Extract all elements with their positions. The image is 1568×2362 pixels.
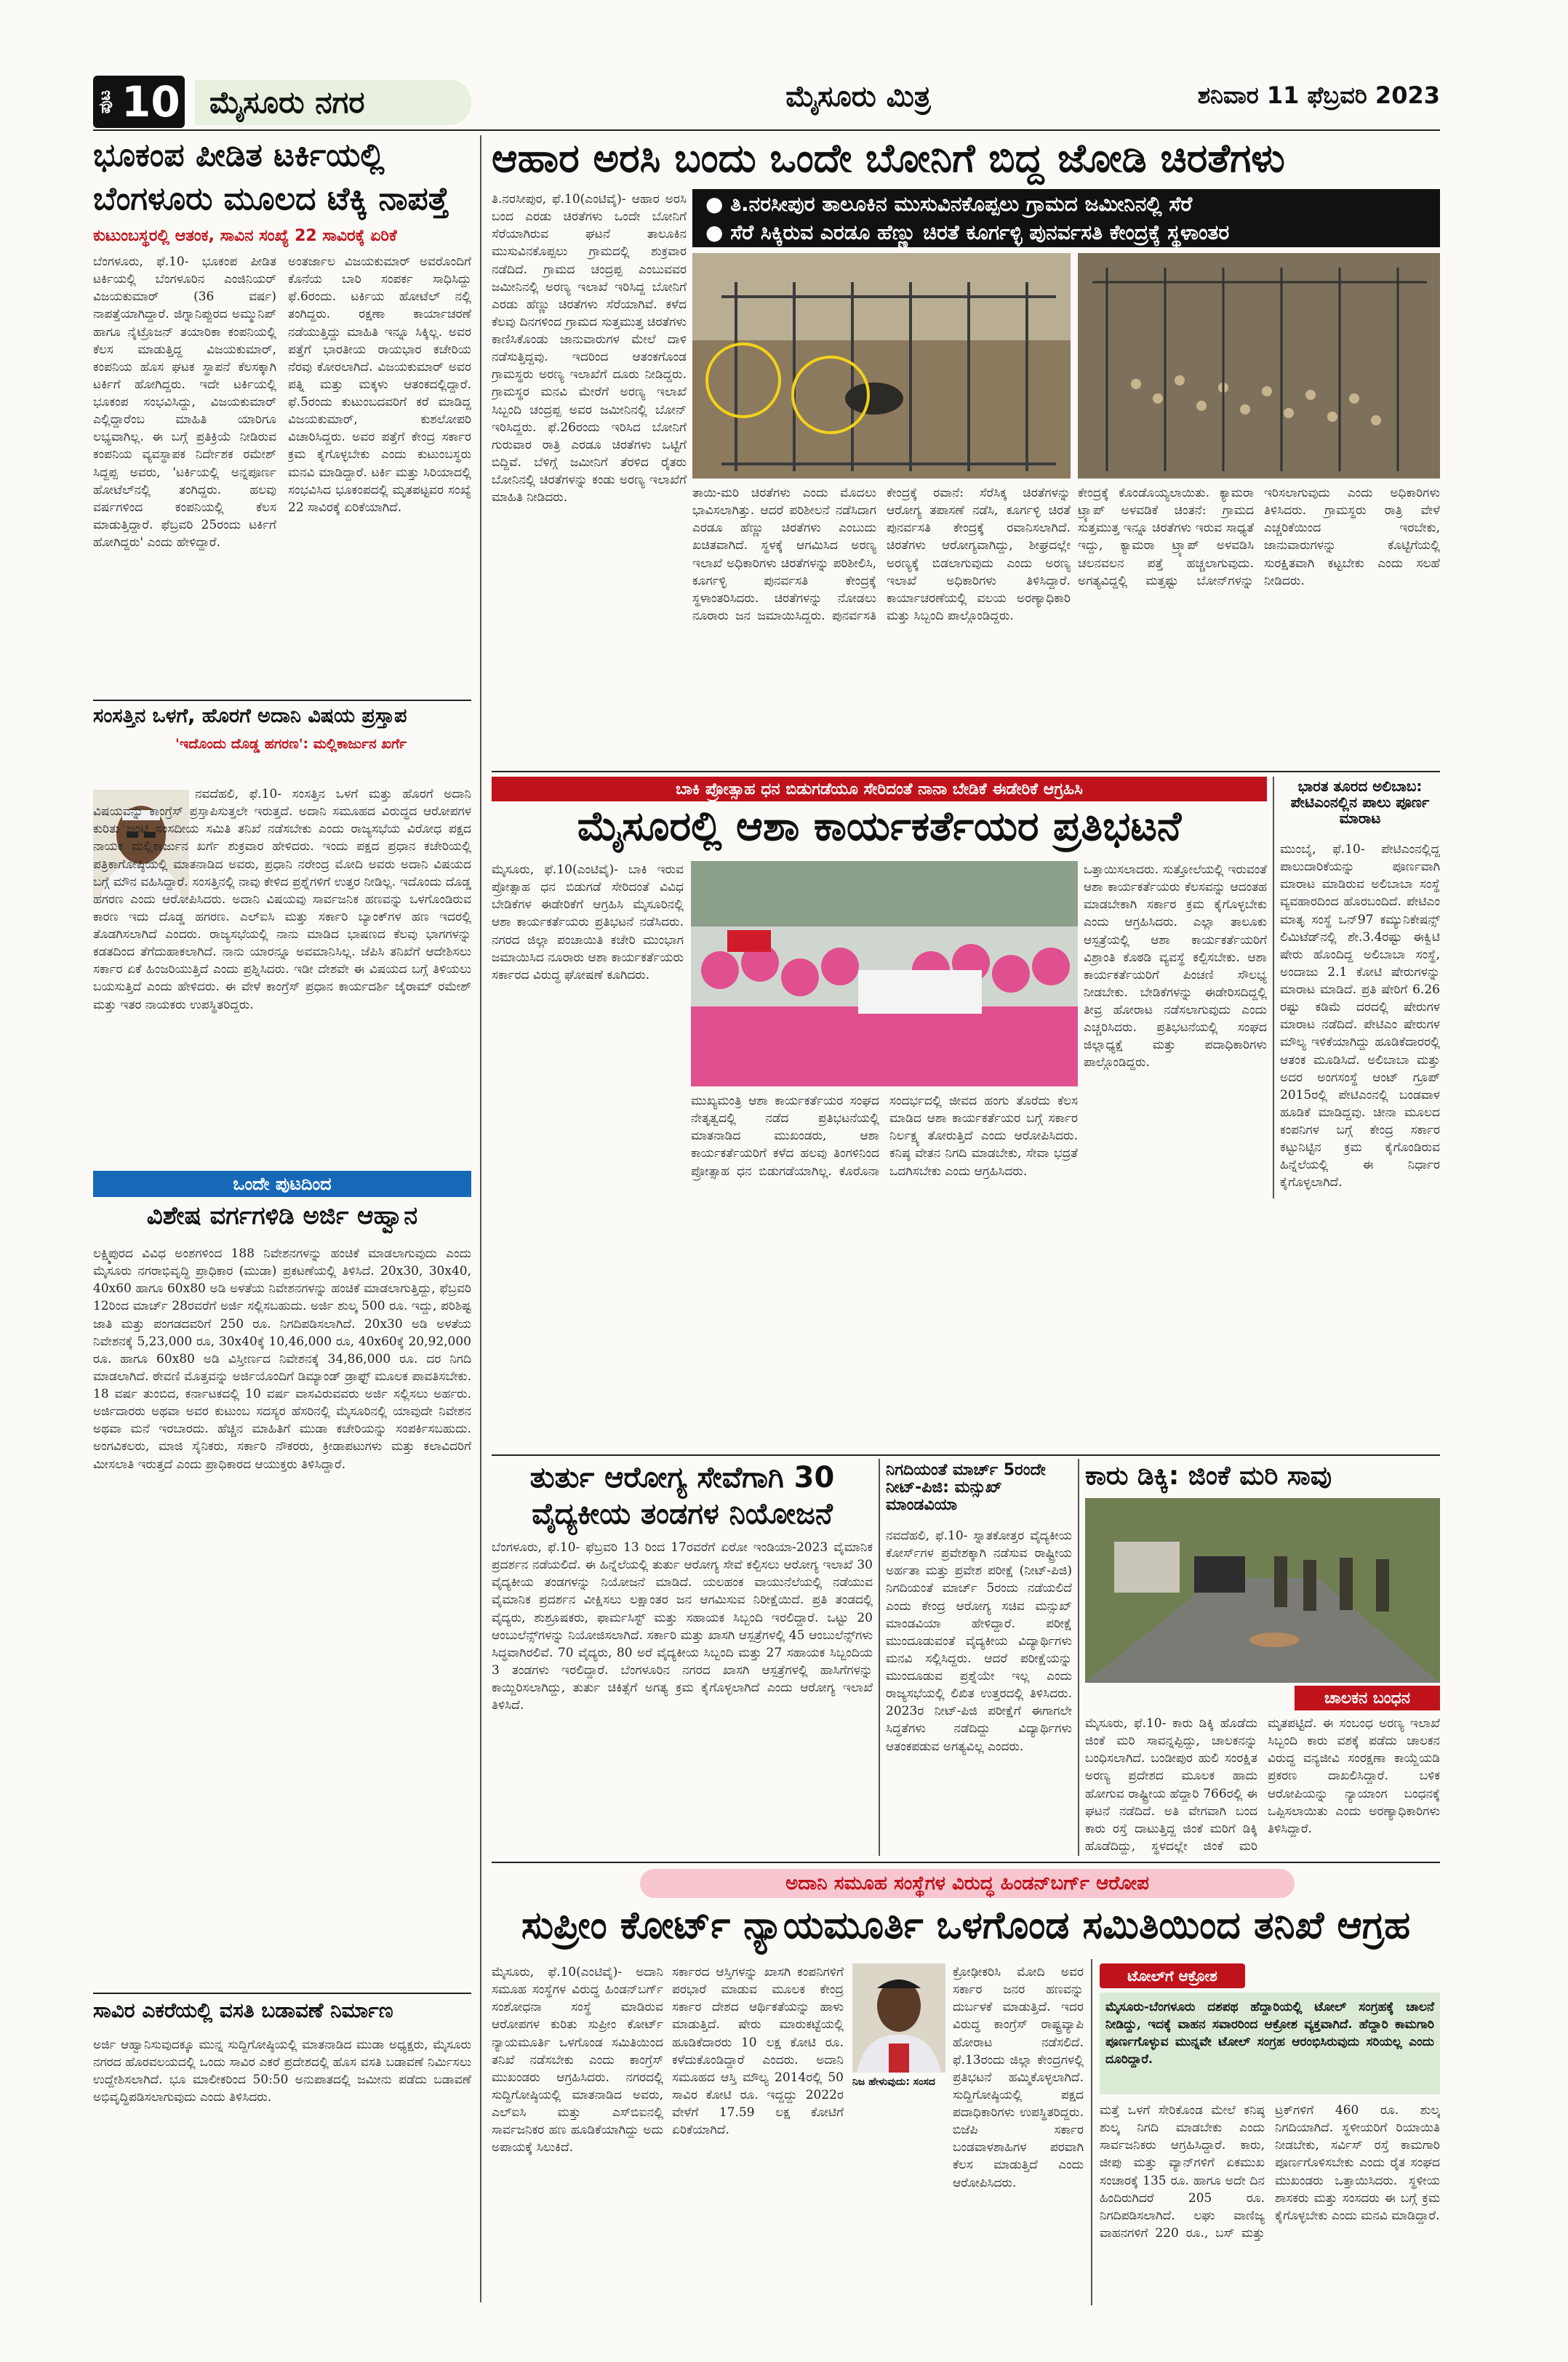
medical-headline-2: ವೈದ್ಯಕೀಯ ತಂಡಗಳ ನಿಯೋಜನೆ	[532, 1497, 833, 1531]
asha-kicker: ಬಾಕಿ ಪ್ರೋತ್ಸಾಹ ಧನ ಬಿಡುಗಡೆಯೂ ಸೇರಿದಂತೆ ನಾನಾ ಬೇಡಿಕೆ ಈಡೇರಿಕೆ ಆಗ್ರಹಿಸಿ	[492, 777, 1267, 801]
bullet-icon: ●	[705, 220, 731, 244]
leopards-body-col1: ತಿ.ನರಸೀಪುರ, ಫೆ.10(ಎಂಟಿವೈ)- ಆಹಾರ ಅರಸಿ ಬಂದ ಎರಡು ಚಿರತೆಗಳು ಒಂದೇ ಬೋನಿಗೆ ಸೆರೆಯಾಗಿರುವ ಘಟನೆ ತಾಲೂಕಿನ ಮುಸುವಿನಕೊಪ್ಪಲು ಗ್ರಾಮದಲ್ಲಿ ಶುಕ್ರವಾರ ನಡೆದಿದೆ. ಗ್ರಾಮದ ಚಂದ್ರಪ್ಪ ಎಂಬುವವರ ಜಮೀನಿನಲ್ಲಿ ಅರಣ್ಯ ಇಲಾಖೆ ಇರಿಸಿದ್ದ ಬೋನಿಗೆ ಎರಡು ಹೆಣ್ಣು ಚಿರತೆಗಳು ಸೆರೆಯಾಗಿವೆ. ಕಳೆದ ಕೆಲವು ದಿನಗಳಿಂದ ಗ್ರಾಮದ ಸುತ್ತಮುತ್ತ ಚಿರತೆಗಳು ಕಾಣಿಸಿಕೊಂಡು ಜಾನುವಾರುಗಳ ಮೇಲೆ ದಾಳಿ ನಡೆಸುತ್ತಿದ್ದವು. ಇದರಿಂದ ಆತಂಕಗೊಂಡ ಗ್ರಾಮಸ್ಥರು ಅರಣ್ಯ ಇಲಾಖೆಗೆ ದೂರು ನೀಡಿದ್ದರು. ಗ್ರಾಮಸ್ಥರ ಮನವಿ ಮೇರೆಗೆ ಅರಣ್ಯ ಇಲಾಖೆ ಸಿಬ್ಬಂದಿ ಚಂದ್ರಪ್ಪ ಅವರ ಜಮೀನಿನಲ್ಲಿ ಬೋನ್ ಇರಿಸಿದ್ದರು. ಫೆ.26ರಂದು ಇರಿಸಿದ ಬೋನಿಗೆ ಗುರುವಾರ ರಾತ್ರಿ ಎರಡೂ ಚಿರತೆಗಳು ಒಟ್ಟಿಗೆ ಬಿದ್ದಿವೆ. ಬೆಳಿಗ್ಗೆ ಜಮೀನಿಗೆ ತೆರಳಿದ ರೈತರು ಬೋನಿನಲ್ಲಿ ಚಿರತೆಗಳನ್ನು ಕಂಡು ಅರಣ್ಯ ಇಲಾಖೆಗೆ ಮಾಹಿತಿ ನೀಡಿದರು.	[492, 192, 687, 505]
notice-tag: ಒಂದೇ ಪುಟದಿಂದ	[93, 1171, 471, 1197]
bullet-icon: ●	[705, 191, 731, 216]
column-divider	[1078, 1459, 1079, 1856]
asha-body-col3: ಒತ್ತಾಯಿಸಲಾದರು. ಸುತ್ತೋಲೆಯಲ್ಲಿ ಇರುವಂತೆ ಆಶಾ ಕಾರ್ಯಕರ್ತೆಯರು ಕೆಲಸವನ್ನು ಆದಂತಹ ಮಾಡಬೇಕಾಗಿ ಸರ್ಕಾರ ಕ್ರಮ ಕೈಗೊಳ್ಳಬೇಕು ಎಂದು ಆಗ್ರಹಿಸಿದರು. ಎಲ್ಲಾ ತಾಲೂಕು ಆಸ್ಪತ್ರೆಯಲ್ಲಿ ಆಶಾ ಕಾರ್ಯಕರ್ತೆಯರಿಗೆ ವಿಶ್ರಾಂತಿ ಕೊಠಡಿ ವ್ಯವಸ್ಥೆ ಕಲ್ಪಿಸಬೇಕು. ಆಶಾ ಕಾರ್ಯಕರ್ತೆಯರಿಗೆ ಪಿಂಚಣಿ ಸೌಲಭ್ಯ ನೀಡಬೇಕು. ಬೇಡಿಕೆಗಳನ್ನು ಈಡೇರಿಸದಿದ್ದಲ್ಲಿ ತೀವ್ರ ಹೋರಾಟ ನಡೆಸಲಾಗುವುದು ಎಂದು ಎಚ್ಚರಿಸಿದರು. ಪ್ರತಿಭಟನೆಯಲ್ಲಿ ಸಂಘದ ಜಿಲ್ಲಾಧ್ಯಕ್ಷೆ ಮತ್ತು ಪದಾಧಿಕಾರಿಗಳು ಪಾಲ್ಗೊಂಡಿದ್ದರು.	[1084, 862, 1267, 1070]
deer-body: ಮೈಸೂರು, ಫೆ.10- ಕಾರು ಡಿಕ್ಕಿ ಹೊಡೆದು ಜಿಂಕೆ ಮರಿ ಸಾವನ್ನಪ್ಪಿದ್ದು, ಚಾಲಕನನ್ನು ಬಂಧಿಸಲಾಗಿದೆ. ಬಂಡೀಪುರ ಹುಲಿ ಸಂರಕ್ಷಿತ ಅರಣ್ಯ ಪ್ರದೇಶದ ಮೂಲಕ ಹಾದು ಹೋಗುವ ರಾಷ್ಟ್ರೀಯ ಹೆದ್ದಾರಿ 766ರಲ್ಲಿ ಈ ಘಟನೆ ನಡೆದಿದೆ. ಅತಿ ವೇಗವಾಗಿ ಬಂದ ಕಾರು ರಸ್ತೆ ದಾಟುತ್ತಿದ್ದ ಜಿಂಕೆ ಮರಿಗೆ ಡಿಕ್ಕಿ ಹೊಡೆದಿದ್ದು, ಸ್ಥಳದಲ್ಲೇ ಜಿಂಕೆ ಮರಿ ಮೃತಪಟ್ಟಿದೆ. ಈ ಸಂಬಂಧ ಅರಣ್ಯ ಇಲಾಖೆ ಸಿಬ್ಬಂದಿ ಕಾರು ವಶಕ್ಕೆ ಪಡೆದು ಚಾಲಕನ ವಿರುದ್ಧ ವನ್ಯಜೀವಿ ಸಂರಕ್ಷಣಾ ಕಾಯ್ದೆಯಡಿ ಪ್ರಕರಣ ದಾಖಲಿಸಿದ್ದಾರೆ. ಬಳಿಕ ಆರೋಪಿಯನ್ನು ನ್ಯಾಯಾಂಗ ಬಂಧನಕ್ಕೆ ಒಪ್ಪಿಸಲಾಯಿತು ಎಂದು ಅರಣ್ಯಾಧಿಕಾರಿಗಳು ತಿಳಿಸಿದ್ದಾರೆ.	[1085, 1716, 1440, 1854]
leopards-body-col2: ತಾಯಿ-ಮರಿ ಚಿರತೆಗಳು ಎಂದು ಮೊದಲು ಭಾವಿಸಲಾಗಿತ್ತು. ಆದರೆ ಪರಿಶೀಲನೆ ನಡೆಸಿದಾಗ ಎರಡೂ ಹೆಣ್ಣು ಚಿರತೆಗಳು ಎಂಬುದು ಖಚಿತವಾಗಿದೆ. ಸ್ಥಳಕ್ಕೆ ಆಗಮಿಸಿದ ಅರಣ್ಯ ಇಲಾಖೆ ಅಧಿಕಾರಿಗಳು ಚಿರತೆಗಳನ್ನು ಪರಿಶೀಲಿಸಿ, ಕೂರ್ಗಳ್ಳಿ ಪುನರ್ವಸತಿ ಕೇಂದ್ರಕ್ಕೆ ಸ್ಥಳಾಂತರಿಸಿದರು. ಚಿರತೆಗಳನ್ನು ನೋಡಲು ನೂರಾರು ಜನ ಜಮಾಯಿಸಿದ್ದರು. ಪುನರ್ವಸತಿ ಕೇಂದ್ರಕ್ಕೆ ರವಾನೆ: ಸೆರೆಸಿಕ್ಕ ಚಿರತೆಗಳನ್ನು ಆರೋಗ್ಯ ತಪಾಸಣೆ ನಡೆಸಿ, ಕೂರ್ಗಳ್ಳಿ ಚಿರತೆ ಪುನರ್ವಸತಿ ಕೇಂದ್ರಕ್ಕೆ ರವಾನಿಸಲಾಗಿದೆ. ಚಿರತೆಗಳು ಆರೋಗ್ಯವಾಗಿದ್ದು, ಶೀಘ್ರದಲ್ಲೇ ಅರಣ್ಯಕ್ಕೆ ಬಿಡಲಾಗುವುದು ಎಂದು ಅರಣ್ಯ ಇಲಾಖೆ ಅಧಿಕಾರಿಗಳು ತಿಳಿಸಿದ್ದಾರೆ. ಕಾರ್ಯಾಚರಣೆಯಲ್ಲಿ ವಲಯ ಅರಣ್ಯಾಧಿಕಾರಿ ಮತ್ತು ಸಿಬ್ಬಂದಿ ಪಾಲ್ಗೊಂಡಿದ್ದರು.	[692, 486, 1071, 623]
asha-headline: ಮೈಸೂರಲ್ಲಿ ಆಶಾ ಕಾರ್ಯಕರ್ತೆಯರ ಪ್ರತಿಭಟನೆ	[577, 803, 1182, 850]
notice-body: ಲಕ್ಷ್ಮಿಪುರದ ವಿವಿಧ ಅಂಶಗಳಿಂದ 188 ನಿವೇಶನಗಳನ್ನು ಹಂಚಿಕೆ ಮಾಡಲಾಗುವುದು ಎಂದು ಮೈಸೂರು ನಗರಾಭಿವೃದ್ಧಿ ಪ್ರಾಧಿಕಾರ (ಮುಡಾ) ಪ್ರಕಟಣೆಯಲ್ಲಿ ತಿಳಿಸಿದೆ. 20x30, 30x40, 40x60 ಹಾಗೂ 60x80 ಅಡಿ ಅಳತೆಯ ನಿವೇಶನಗಳನ್ನು ಹಂಚಿಕೆ ಮಾಡಲಾಗುತ್ತಿದ್ದು, ಫೆಬ್ರವರಿ 12ರಿಂದ ಮಾರ್ಚ್ 28ರವರೆಗೆ ಅರ್ಜಿ ಸಲ್ಲಿಸಬಹುದು. ಅರ್ಜಿ ಶುಲ್ಕ 500 ರೂ. ಇದ್ದು, ಪರಿಶಿಷ್ಟ ಜಾತಿ ಮತ್ತು ಪಂಗಡದವರಿಗೆ 250 ರೂ. ನಿಗದಿಪಡಿಸಲಾಗಿದೆ. 20x30 ಅಡಿ ಅಳತೆಯ ನಿವೇಶನಕ್ಕೆ 5,23,000 ರೂ, 30x40ಕ್ಕೆ 10,46,000 ರೂ, 40x60ಕ್ಕೆ 20,92,000 ರೂ. ಹಾಗೂ 60x80 ಅಡಿ ವಿಸ್ತೀರ್ಣದ ನಿವೇಶನಕ್ಕೆ 34,86,000 ರೂ. ದರ ನಿಗದಿ ಮಾಡಲಾಗಿದೆ. ಠೇವಣಿ ಮೊತ್ತವನ್ನು ಅರ್ಜಿಯೊಂದಿಗೆ ಡಿಮ್ಯಾಂಡ್ ಡ್ರಾಫ್ಟ್ ಮೂಲಕ ಪಾವತಿಸಬೇಕು. 18 ವರ್ಷ ತುಂಬಿದ, ಕರ್ನಾಟಕದಲ್ಲಿ 10 ವರ್ಷ ವಾಸವಿರುವವರು ಅರ್ಜಿ ಸಲ್ಲಿಸಲು ಅರ್ಹರು. ಅರ್ಜಿದಾರರು ಅಥವಾ ಅವರ ಕುಟುಂಬ ಸದಸ್ಯರ ಹೆಸರಿನಲ್ಲಿ ಮೈಸೂರಿನಲ್ಲಿ ಯಾವುದೇ ನಿವೇಶನ ಅಥವಾ ಮನೆ ಇರಬಾರದು. ಹೆಚ್ಚಿನ ಮಾಹಿತಿಗೆ ಮುಡಾ ಕಚೇರಿಯನ್ನು ಸಂಪರ್ಕಿಸಬಹುದು. ಅಂಗವಿಕಲರು, ಮಾಜಿ ಸೈನಿಕರು, ಸರ್ಕಾರಿ ನೌಕರರು, ಕ್ರೀಡಾಪಟುಗಳು ಮತ್ತು ಕಲಾವಿದರಿಗೆ ಮೀಸಲಾತಿ ಇರುತ್ತದೆ ಎಂದು ಪ್ರಾಧಿಕಾರದ ಆಯುಕ್ತರು ತಿಳಿಸಿದ್ದಾರೆ.	[93, 1246, 471, 1472]
column-divider	[1091, 1959, 1092, 2305]
sc-probe-kicker: ಅದಾನಿ ಸಮೂಹ ಸಂಸ್ಥೆಗಳ ವಿರುದ್ಧ ಹಿಂಡನ್‌ಬರ್ಗ್ ಆರೋಪ	[640, 1869, 1295, 1898]
medical-headline-1: ತುರ್ತು ಆರೋಗ್ಯ ಸೇವೆಗಾಗಿ 30	[529, 1461, 835, 1494]
turkey-headline-1: ಭೂಕಂಪ ಪೀಡಿತ ಟರ್ಕಿಯಲ್ಲಿ	[93, 137, 385, 174]
leopards-headline: ಆಹಾರ ಅರಸಿ ಬಂದು ಒಂದೇ ಬೋನಿಗೆ ಬಿದ್ದ ಜೋಡಿ ಚಿರತೆಗಳು	[492, 135, 1285, 181]
adani-parliament-subhead: 'ಇದೊಂದು ದೊಡ್ಡ ಹಗರಣ': ಮಲ್ಲಿಕಾರ್ಜುನ ಖರ್ಗೆ	[175, 736, 407, 752]
leopard-cage-photo-2	[1078, 253, 1440, 479]
toll-lede: ಮೈಸೂರು-ಬೆಂಗಳೂರು ದಶಪಥ ಹೆದ್ದಾರಿಯಲ್ಲಿ ಟೋಲ್ ಸಂಗ್ರಹಕ್ಕೆ ಚಾಲನೆ ನೀಡಿದ್ದು, ಇದಕ್ಕೆ ವಾಹನ ಸವಾರರಿಂದ ಆಕ್ರೋಶ ವ್ಯಕ್ತವಾಗಿದೆ. ಹೆದ್ದಾರಿ ಕಾಮಗಾರಿ ಪೂರ್ಣಗೊಳ್ಳುವ ಮುನ್ನವೇ ಟೋಲ್ ಸಂಗ್ರಹ ಆರಂಭಿಸಿರುವುದು ಸರಿಯಲ್ಲ ಎಂದು ದೂರಿದ್ದಾರೆ.	[1100, 1993, 1440, 2094]
sc-probe-body-col2: ಸರ್ಕಾರದ ಆಸ್ತಿಗಳನ್ನು ಖಾಸಗಿ ಕಂಪನಿಗಳಿಗೆ ಪರಭಾರೆ ಮಾಡುವ ಮೂಲಕ ಕೇಂದ್ರ ಸರ್ಕಾರ ದೇಶದ ಆರ್ಥಿಕತೆಯನ್ನು ಹಾಳು ಮಾಡುತ್ತಿದೆ. ಷೇರು ಮಾರುಕಟ್ಟೆಯಲ್ಲಿ ಹೂಡಿಕೆದಾರರು 10 ಲಕ್ಷ ಕೋಟಿ ರೂ. ಕಳೆದುಕೊಂಡಿದ್ದಾರೆ ಎಂದರು. ಅದಾನಿ ಸಮೂಹದ ಆಸ್ತಿ ಮೌಲ್ಯ 2014ರಲ್ಲಿ 50 ಸಾವಿರ ಕೋಟಿ ರೂ. ಇದ್ದದ್ದು 2022ರ ವೇಳೆಗೆ 17.59 ಲಕ್ಷ ಕೋಟಿಗೆ ಏರಿಕೆಯಾಗಿದೆ.	[672, 1965, 844, 2138]
sc-probe-photo-caption: ನಿಜ ಹೇಳುವುದು: ಸಂಸದ	[852, 2076, 935, 2088]
deer-accident-photo	[1085, 1498, 1440, 1683]
asha-body-col1: ಮೈಸೂರು, ಫೆ.10(ಎಂಟಿವೈ)- ಬಾಕಿ ಇರುವ ಪ್ರೋತ್ಸಾಹ ಧನ ಬಿಡುಗಡೆ ಸೇರಿದಂತೆ ವಿವಿಧ ಬೇಡಿಕೆಗಳ ಈಡೇರಿಕೆಗೆ ಆಗ್ರಹಿಸಿ ಮೈಸೂರಿನಲ್ಲಿ ಆಶಾ ಕಾರ್ಯಕರ್ತೆಯರು ಪ್ರತಿಭಟನೆ ನಡೆಸಿದರು. ನಗರದ ಜಿಲ್ಲಾ ಪಂಚಾಯಿತಿ ಕಚೇರಿ ಮುಂಭಾಗ ಜಮಾಯಿಸಿದ ನೂರಾರು ಆಶಾ ಕಾರ್ಯಕರ್ತೆಯರು ಸರ್ಕಾರದ ವಿರುದ್ಧ ಘೋಷಣೆ ಕೂಗಿದರು.	[492, 862, 684, 982]
section-name: ಮೈಸೂರು ನಗರ	[195, 80, 471, 125]
divider	[492, 1862, 1440, 1863]
adani-parliament-headline: ಸಂಸತ್ತಿನ ಒಳಗೆ, ಹೊರಗೆ ಅದಾನಿ ವಿಷಯ ಪ್ರಸ್ತಾಪ	[93, 705, 407, 727]
sc-probe-photo	[852, 1963, 945, 2073]
housing-body: ಅರ್ಜಿ ಆಹ್ವಾನಿಸುವುದಕ್ಕೂ ಮುನ್ನ ಸುದ್ದಿಗೋಷ್ಠಿಯಲ್ಲಿ ಮಾತನಾಡಿದ ಮುಡಾ ಅಧ್ಯಕ್ಷರು, ಮೈಸೂರು ನಗರದ ಹೊರವಲಯದಲ್ಲಿ ಒಂದು ಸಾವಿರ ಎಕರೆ ಪ್ರದೇಶದಲ್ಲಿ ಹೊಸ ವಸತಿ ಬಡಾವಣೆ ನಿರ್ಮಿಸಲು ಉದ್ದೇಶಿಸಲಾಗಿದೆ. ಭೂ ಮಾಲೀಕರಿಂದ 50:50 ಅನುಪಾತದಲ್ಲಿ ಜಮೀನು ಪಡೆದು ಬಡಾವಣೆ ಅಭಿವೃದ್ಧಿಪಡಿಸಲಾಗುವುದು ಎಂದು ತಿಳಿಸಿದರು.	[93, 2038, 471, 2105]
sc-probe-body-col3: ಕ್ರೋಢೀಕರಿಸಿ ಮೋದಿ ಅವರ ಸರ್ಕಾರ ಜನರ ಹಣವನ್ನು ದುರ್ಬಳಕೆ ಮಾಡುತ್ತಿದೆ. ಇದರ ವಿರುದ್ಧ ಕಾಂಗ್ರೆಸ್ ರಾಷ್ಟ್ರವ್ಯಾಪಿ ಹೋರಾಟ ನಡೆಸಲಿದೆ. ಫೆ.13ರಂದು ಜಿಲ್ಲಾ ಕೇಂದ್ರಗಳಲ್ಲಿ ಪ್ರತಿಭಟನೆ ಹಮ್ಮಿಕೊಳ್ಳಲಾಗಿದೆ. ಸುದ್ದಿಗೋಷ್ಠಿಯಲ್ಲಿ ಪಕ್ಷದ ಪದಾಧಿಕಾರಿಗಳು ಉಪಸ್ಥಿತರಿದ್ದರು. ಬಿಜೆಪಿ ಸರ್ಕಾರ ಬಂಡವಾಳಶಾಹಿಗಳ ಪರವಾಗಿ ಕೆಲಸ ಮಾಡುತ್ತಿದೆ ಎಂದು ಆರೋಪಿಸಿದರು.	[953, 1965, 1084, 2190]
masthead: ಮೈಸೂರು ಮಿತ್ರ	[785, 80, 931, 113]
issue-date: ಶನಿವಾರ 11 ಫೆಬ್ರವರಿ 2023	[1197, 81, 1440, 109]
turkey-subhead: ಕುಟುಂಬಸ್ಥರಲ್ಲಿ ಆತಂಕ, ಸಾವಿನ ಸಂಖ್ಯೆ 22 ಸಾವಿರಕ್ಕೆ ಏರಿಕೆ	[93, 227, 397, 245]
neet-headline: ನಿಗದಿಯಂತೆ ಮಾರ್ಚ್ 5ರಂದೇ ನೀಟ್-ಪಿಜಿ: ಮನ್ಸುಖ್ ಮಾಂಡವಿಯಾ	[886, 1461, 1046, 1515]
deer-headline: ಕಾರು ಡಿಕ್ಕಿ: ಜಿಂಕೆ ಮರಿ ಸಾವು	[1085, 1461, 1332, 1491]
turkey-body-col2: ಅಂತರ್ಜಾಲ ವಿಜಯಕುಮಾರ್ ಅವರೊಂದಿಗೆ ಕೊನೆಯ ಬಾರಿ ಸಂಪರ್ಕ ಸಾಧಿಸಿದ್ದು ಫೆ.6ರಂದು. ಟರ್ಕಿಯ ಹೋಟೆಲ್ ನಲ್ಲಿ ತಂಗಿದ್ದರು. ರಕ್ಷಣಾ ಕಾರ್ಯಾಚರಣೆ ನಡೆಯುತ್ತಿದ್ದು ಮಾಹಿತಿ ಇನ್ನೂ ಸಿಕ್ಕಿಲ್ಲ. ಅವರ ಪತ್ತೆಗೆ ಭಾರತೀಯ ರಾಯಭಾರ ಕಚೇರಿಯ ನೆರವು ಕೋರಲಾಗಿದೆ. ವಿಜಯಕುಮಾರ್ ಅವರ ಪತ್ನಿ ಮತ್ತು ಮಕ್ಕಳು ಆತಂಕದಲ್ಲಿದ್ದಾರೆ. ಫೆ.5ರಂದು ಕುಟುಂಬದವರಿಗೆ ಕರೆ ಮಾಡಿದ್ದ ವಿಜಯಕುಮಾರ್, ಕುಶಲೋಪರಿ ವಿಚಾರಿಸಿದ್ದರು. ಅವರ ಪತ್ತೆಗೆ ಕೇಂದ್ರ ಸರ್ಕಾರ ಕ್ರಮ ಕೈಗೊಳ್ಳಬೇಕು ಎಂದು ಕುಟುಂಬಸ್ಥರು ಮನವಿ ಮಾಡಿದ್ದಾರೆ. ಟರ್ಕಿ ಮತ್ತು ಸಿರಿಯಾದಲ್ಲಿ ಸಂಭವಿಸಿದ ಭೂಕಂಪದಲ್ಲಿ ಮೃತಪಟ್ಟವರ ಸಂಖ್ಯೆ 22 ಸಾವಿರಕ್ಕೆ ಏರಿಕೆಯಾಗಿದೆ.	[288, 255, 471, 515]
page-number-badge	[93, 76, 185, 128]
header-rule	[93, 129, 1440, 131]
adani-parliament-body: ನವದೆಹಲಿ, ಫೆ.10- ಸಂಸತ್ತಿನ ಒಳಗೆ ಮತ್ತು ಹೊರಗೆ ಅದಾನಿ ವಿಷಯವನ್ನು ಕಾಂಗ್ರೆಸ್ ಪ್ರಸ್ತಾಪಿಸುತ್ತಲೇ ಇರುತ್ತದೆ. ಅದಾನಿ ಸಮೂಹದ ವಿರುದ್ಧದ ಆರೋಪಗಳ ಕುರಿತು ಜಂಟಿ ಸಂಸದೀಯ ಸಮಿತಿ ತನಿಖೆ ನಡೆಸಬೇಕು ಎಂದು ರಾಜ್ಯಸಭೆಯ ವಿರೋಧ ಪಕ್ಷದ ನಾಯಕ ಮಲ್ಲಿಕಾರ್ಜುನ ಖರ್ಗೆ ಶುಕ್ರವಾರ ಹೇಳಿದರು. ಇಂದು ಪಕ್ಷದ ಪ್ರಧಾನ ಕಚೇರಿಯಲ್ಲಿ ಪತ್ರಿಕಾಗೋಷ್ಠಿಯಲ್ಲಿ ಮಾತನಾಡಿದ ಅವರು, ಪ್ರಧಾನಿ ನರೇಂದ್ರ ಮೋದಿ ಅವರು ಅದಾನಿ ವಿಷಯದ ಬಗ್ಗೆ ಮೌನ ವಹಿಸಿದ್ದಾರೆ. ಸಂಸತ್ತಿನಲ್ಲಿ ನಾವು ಕೇಳಿದ ಪ್ರಶ್ನೆಗಳಿಗೆ ಉತ್ತರ ನೀಡಿಲ್ಲ. ಇದೊಂದು ದೊಡ್ಡ ಹಗರಣ ಎಂದು ಆರೋಪಿಸಿದರು. ಅದಾನಿ ವಿಷಯವು ಸಾರ್ವಜನಿಕ ಹಣವನ್ನು ಒಳಗೊಂಡಿರುವ ಕಾರಣ ಇದು ದೊಡ್ಡ ಹಗರಣ. ಎಲ್‌ಐಸಿ ಮತ್ತು ಸರ್ಕಾರಿ ಬ್ಯಾಂಕ್‌ಗಳ ಹಣ ಇದರಲ್ಲಿ ತೊಡಗಿಸಲಾಗಿದೆ ಎಂದರು. ರಾಜ್ಯಸಭೆಯಲ್ಲಿ ನಾನು ಮಾಡಿದ ಭಾಷಣದ ಕೆಲವು ಭಾಗಗಳನ್ನು ಕಡತದಿಂದ ತೆಗೆದುಹಾಕಲಾಗಿದೆ. ನಾನು ಯಾರನ್ನೂ ಅವಮಾನಿಸಿಲ್ಲ. ಜೆಪಿಸಿ ತನಿಖೆಗೆ ಆದೇಶಿಸಲು ಸರ್ಕಾರ ಏಕೆ ಹಿಂಜರಿಯುತ್ತಿದೆ ಎಂದು ಪ್ರಶ್ನಿಸಿದರು. ಇಡೀ ದೇಶವೇ ಈ ವಿಷಯದ ಬಗ್ಗೆ ತಿಳಿಯಲು ಬಯಸುತ್ತಿದೆ ಎಂದು ಹೇಳಿದರು. ಈ ವೇಳೆ ಕಾಂಗ್ರೆಸ್ ಪ್ರಧಾನ ಕಾರ್ಯದರ್ಶಿ ಜೈರಾಮ್ ರಮೇಶ್ ಮತ್ತು ಇತರ ನಾಯಕರು ಉಪಸ್ಥಿತರಿದ್ದರು.	[93, 787, 471, 1012]
turkey-headline-2: ಬೆಂಗಳೂರು ಮೂಲದ ಟೆಕ್ಕಿ ನಾಪತ್ತೆ	[93, 180, 449, 217]
leopards-body-col3: ಕೇಂದ್ರಕ್ಕೆ ಕೊಂಡೊಯ್ಯಲಾಯಿತು. ಕ್ಯಾಮರಾ ಟ್ರ್ಯಾಪ್ ಅಳವಡಿಕೆ ಚಿಂತನೆ: ಗ್ರಾಮದ ಸುತ್ತಮುತ್ತ ಇನ್ನೂ ಚಿರತೆಗಳು ಇರುವ ಸಾಧ್ಯತೆ ಇದ್ದು, ಕ್ಯಾಮರಾ ಟ್ರ್ಯಾಪ್ ಅಳವಡಿಸಿ ಚಲನವಲನ ಪತ್ತೆ ಹಚ್ಚಲಾಗುವುದು. ಅಗತ್ಯವಿದ್ದಲ್ಲಿ ಮತ್ತಷ್ಟು ಬೋನ್‌ಗಳನ್ನು ಇರಿಸಲಾಗುವುದು ಎಂದು ಅಧಿಕಾರಿಗಳು ತಿಳಿಸಿದರು. ಗ್ರಾಮಸ್ಥರು ರಾತ್ರಿ ವೇಳೆ ಎಚ್ಚರಿಕೆಯಿಂದ ಇರಬೇಕು, ಜಾನುವಾರುಗಳನ್ನು ಕೊಟ್ಟಿಗೆಯಲ್ಲಿ ಸುರಕ್ಷಿತವಾಗಿ ಕಟ್ಟಬೇಕು ಎಂದು ಸಲಹೆ ನೀಡಿದರು.	[1078, 486, 1440, 588]
deer-tag: ಚಾಲಕನ ಬಂಧನ	[1295, 1686, 1440, 1710]
asha-body-col2: ಮುಖ್ಯಮಂತ್ರಿ ಆಶಾ ಕಾರ್ಯಕರ್ತೆಯರ ಸಂಘದ ನೇತೃತ್ವದಲ್ಲಿ ನಡೆದ ಪ್ರತಿಭಟನೆಯಲ್ಲಿ ಮಾತನಾಡಿದ ಮುಖಂಡರು, ಆಶಾ ಕಾರ್ಯಕರ್ತೆಯರಿಗೆ ಕಳೆದ ಹಲವು ತಿಂಗಳಿನಿಂದ ಪ್ರೋತ್ಸಾಹ ಧನ ಬಿಡುಗಡೆಯಾಗಿಲ್ಲ. ಕೊರೊನಾ ಸಂದರ್ಭದಲ್ಲಿ ಜೀವದ ಹಂಗು ತೊರೆದು ಕೆಲಸ ಮಾಡಿದ ಆಶಾ ಕಾರ್ಯಕರ್ತೆಯರ ಬಗ್ಗೆ ಸರ್ಕಾರ ನಿರ್ಲಕ್ಷ್ಯ ತೋರುತ್ತಿದೆ ಎಂದು ಆರೋಪಿಸಿದರು. ಕನಿಷ್ಠ ವೇತನ ನಿಗದಿ ಮಾಡಬೇಕು, ಸೇವಾ ಭದ್ರತೆ ಒದಗಿಸಬೇಕು ಎಂದು ಆಗ್ರಹಿಸಿದರು.	[691, 1094, 1078, 1179]
notice-headline: ವಿಶೇಷ ವರ್ಗಗಳಿಡಿ ಅರ್ಜಿ ಆಹ್ವಾನ	[146, 1201, 418, 1230]
leopards-bullets	[692, 189, 1440, 247]
divider	[93, 700, 471, 701]
column-divider	[879, 1459, 880, 1856]
housing-headline: ಸಾವಿರ ಎಕರೆಯಲ್ಲಿ ವಸತಿ ಬಡಾವಣೆ ನಿರ್ಮಾಣ	[93, 1998, 393, 2022]
sc-probe-body-col1: ಮೈಸೂರು, ಫೆ.10(ಎಂಟಿವೈ)- ಅದಾನಿ ಸಮೂಹ ಸಂಸ್ಥೆಗಳ ವಿರುದ್ಧ ಹಿಂಡನ್‌ಬರ್ಗ್ ಸಂಶೋಧನಾ ಸಂಸ್ಥೆ ಮಾಡಿರುವ ಆರೋಪಗಳ ಕುರಿತು ಸುಪ್ರೀಂ ಕೋರ್ಟ್ ನ್ಯಾಯಮೂರ್ತಿ ಒಳಗೊಂಡ ಸಮಿತಿಯಿಂದ ತನಿಖೆ ನಡೆಸಬೇಕು ಎಂದು ಕಾಂಗ್ರೆಸ್ ಮುಖಂಡರು ಆಗ್ರಹಿಸಿದರು. ನಗರದಲ್ಲಿ ಸುದ್ದಿಗೋಷ್ಠಿಯಲ್ಲಿ ಮಾತನಾಡಿದ ಅವರು, ಎಲ್‌ಐಸಿ ಮತ್ತು ಎಸ್‌ಬಿಐನಲ್ಲಿ ಸಾರ್ವಜನಿಕರ ಹಣ ಹೂಡಿಕೆಯಾಗಿದ್ದು ಅದು ಅಪಾಯಕ್ಕೆ ಸಿಲುಕಿದೆ.	[492, 1965, 663, 2155]
leopards-bullet-1: ತಿ.ನರಸೀಪುರ ತಾಲೂಕಿನ ಮುಸುವಿನಕೊಪ್ಪಲು ಗ್ರಾಮದ ಜಮೀನಿನಲ್ಲಿ ಸೆರೆ	[730, 191, 1193, 216]
asha-protest-photo	[691, 861, 1078, 1086]
turkey-body-col1: ಬೆಂಗಳೂರು, ಫೆ.10- ಭೂಕಂಪ ಪೀಡಿತ ಟರ್ಕಿಯಲ್ಲಿ ಬೆಂಗಳೂರಿನ ಎಂಜಿನಿಯರ್ ವಿಜಯಕುಮಾರ್ (36 ವರ್ಷ) ನಾಪತ್ತೆಯಾಗಿದ್ದಾರೆ. ಜಿಗ್ನಾನಿಪ್ಪುರದ ಅಮ್ಮುನಿಪ್ ಹಾಗೂ ನೈಟ್ರೊಜನ್ ತಯಾರಿಕಾ ಕಂಪನಿಯಲ್ಲಿ ಕೆಲಸ ಮಾಡುತ್ತಿದ್ದ ವಿಜಯಕುಮಾರ್, ಕಂಪನಿಯ ಹೊಸ ಘಟಕ ಸ್ಥಾಪನೆ ಕೆಲಸಕ್ಕಾಗಿ ಟರ್ಕಿಗೆ ಹೋಗಿದ್ದರು. ಇದೇ ಟರ್ಕಿಯಲ್ಲಿ ಭೂಕಂಪ ಸಂಭವಿಸಿದ್ದು, ವಿಜಯಕುಮಾರ್ ಎಲ್ಲಿದ್ದಾರೆಂಬ ಮಾಹಿತಿ ಯಾರಿಗೂ ಲಭ್ಯವಾಗಿಲ್ಲ. ಈ ಬಗ್ಗೆ ಪ್ರತಿಕ್ರಿಯೆ ನೀಡಿರುವ ಕಂಪನಿಯ ವ್ಯವಸ್ಥಾಪಕ ನಿರ್ದೇಶಕ ರಮೇಶ್ ಸಿದ್ದಪ್ಪ ಅವರು, 'ಟರ್ಕಿಯಲ್ಲಿ ಅನ್ನಪೂರ್ಣ ಹೋಟೆಲ್‌ನಲ್ಲಿ ತಂಗಿದ್ದರು. ಹಲವು ವರ್ಷಗಳಿಂದ ಕಂಪನಿಯಲ್ಲಿ ಕೆಲಸ ಮಾಡುತ್ತಿದ್ದಾರೆ. ಫೆಬ್ರವರಿ 25ರಂದು ಟರ್ಕಿಗೆ ಹೋಗಿದ್ದರು' ಎಂದು ಹೇಳಿದ್ದಾರೆ.	[93, 255, 276, 550]
alibaba-headline: ಭಾರತ ತೂರದ ಅಲಿಬಾಬ: ಪೇಟಿಎಂನಲ್ಲಿನ ಪಾಲು ಪೂರ್ಣ ಮಾರಾಟ	[1290, 777, 1430, 827]
divider	[492, 1454, 1440, 1456]
toll-tag: ಟೋಲ್‌ಗೆ ಆಕ್ರೋಶ	[1100, 1963, 1245, 1988]
neet-body: ನವದೆಹಲಿ, ಫೆ.10- ಸ್ನಾತಕೋತ್ತರ ವೈದ್ಯಕೀಯ ಕೋರ್ಸ್‌ಗಳ ಪ್ರವೇಶಕ್ಕಾಗಿ ನಡೆಸುವ ರಾಷ್ಟ್ರೀಯ ಅರ್ಹತಾ ಮತ್ತು ಪ್ರವೇಶ ಪರೀಕ್ಷೆ (ನೀಟ್-ಪಿಜಿ) ನಿಗದಿಯಂತೆ ಮಾರ್ಚ್ 5ರಂದು ನಡೆಯಲಿದೆ ಎಂದು ಕೇಂದ್ರ ಆರೋಗ್ಯ ಸಚಿವ ಮನ್ಸುಖ್ ಮಾಂಡವಿಯಾ ಹೇಳಿದ್ದಾರೆ. ಪರೀಕ್ಷೆ ಮುಂದೂಡುವಂತೆ ವೈದ್ಯಕೀಯ ವಿದ್ಯಾರ್ಥಿಗಳು ಮನವಿ ಸಲ್ಲಿಸಿದ್ದರು. ಆದರೆ ಪರೀಕ್ಷೆಯನ್ನು ಮುಂದೂಡುವ ಪ್ರಶ್ನೆಯೇ ಇಲ್ಲ ಎಂದು ರಾಜ್ಯಸಭೆಯಲ್ಲಿ ಲಿಖಿತ ಉತ್ತರದಲ್ಲಿ ತಿಳಿಸಿದರು. 2023ರ ನೀಟ್-ಪಿಜಿ ಪರೀಕ್ಷೆಗೆ ಈಗಾಗಲೇ ಸಿದ್ಧತೆಗಳು ನಡೆದಿದ್ದು ವಿದ್ಯಾರ್ಥಿಗಳು ಆತಂಕಪಡುವ ಅಗತ್ಯವಿಲ್ಲ ಎಂದರು.	[886, 1529, 1072, 1754]
column-divider	[1273, 777, 1274, 1198]
column-divider	[480, 135, 481, 2302]
medical-body: ಬೆಂಗಳೂರು, ಫೆ.10- ಫೆಬ್ರವರಿ 13 ರಿಂದ 17ರವರೆಗೆ ಏರೋ ಇಂಡಿಯಾ-2023 ವೈಮಾನಿಕ ಪ್ರದರ್ಶನ ನಡೆಯಲಿದೆ. ಈ ಹಿನ್ನೆಲೆಯಲ್ಲಿ ತುರ್ತು ಆರೋಗ್ಯ ಸೇವೆ ಕಲ್ಪಿಸಲು ಆರೋಗ್ಯ ಇಲಾಖೆ 30 ವೈದ್ಯಕೀಯ ತಂಡಗಳನ್ನು ನಿಯೋಜನೆ ಮಾಡಿದೆ. ಯಲಹಂಕ ವಾಯುನೆಲೆಯಲ್ಲಿ ನಡೆಯುವ ವೈಮಾನಿಕ ಪ್ರದರ್ಶನ ವೀಕ್ಷಿಸಲು ಲಕ್ಷಾಂತರ ಜನ ಆಗಮಿಸುವ ನಿರೀಕ್ಷೆಯಿದೆ. ಪ್ರತಿ ತಂಡದಲ್ಲಿ ವೈದ್ಯರು, ಶುಶ್ರೂಷಕರು, ಫಾರ್ಮಸಿಸ್ಟ್ ಮತ್ತು ಸಹಾಯಕ ಸಿಬ್ಬಂದಿ ಇರಲಿದ್ದಾರೆ. ಒಟ್ಟು 20 ಆಂಬುಲೆನ್ಸ್‌ಗಳನ್ನು ನಿಯೋಜಿಸಲಾಗಿದೆ. ಸರ್ಕಾರಿ ಮತ್ತು ಖಾಸಗಿ ಆಸ್ಪತ್ರೆಗಳಲ್ಲಿ 45 ಆಂಬುಲೆನ್ಸ್‌ಗಳು ಸಿದ್ಧವಾಗಿರಲಿವೆ. 70 ವೈದ್ಯರು, 80 ಅರೆ ವೈದ್ಯಕೀಯ ಸಿಬ್ಬಂದಿ ಮತ್ತು 27 ಸಹಾಯಕ ಸಿಬ್ಬಂದಿಯ 3 ತಂಡಗಳು ಇರಲಿದ್ದಾರೆ. ಬೆಂಗಳೂರಿನ ನಗರದ ಖಾಸಗಿ ಆಸ್ಪತ್ರೆಗಳಲ್ಲಿ ಹಾಸಿಗೆಗಳನ್ನು ಕಾಯ್ದಿರಿಸಲಾಗಿದ್ದು, ತುರ್ತು ಚಿಕಿತ್ಸೆಗೆ ಅಗತ್ಯ ಕ್ರಮ ಕೈಗೊಳ್ಳಲಾಗಿದೆ ಎಂದು ಆರೋಗ್ಯ ಇಲಾಖೆ ತಿಳಿಸಿದೆ.	[492, 1540, 873, 1713]
alibaba-body: ಮುಂಬೈ, ಫೆ.10- ಪೇಟಿಎಂನಲ್ಲಿದ್ದ ಪಾಲುದಾರಿಕೆಯನ್ನು ಪೂರ್ಣವಾಗಿ ಮಾರಾಟ ಮಾಡಿರುವ ಅಲಿಬಾಬಾ ಸಂಸ್ಥೆ ವ್ಯವಹಾರದಿಂದ ಹೊರಬಂದಿದೆ. ಪೇಟಿಎಂ ಮಾತೃ ಸಂಸ್ಥೆ ಒನ್97 ಕಮ್ಯುನಿಕೇಷನ್ಸ್ ಲಿಮಿಟೆಡ್‌ನಲ್ಲಿ ಶೇ.3.4ರಷ್ಟು ಈಕ್ವಿಟಿ ಷೇರು ಹೊಂದಿದ್ದ ಅಲಿಬಾಬಾ ಸಂಸ್ಥೆ, ಅಂದಾಜು 2.1 ಕೋಟಿ ಷೇರುಗಳನ್ನು ಮಾರಾಟ ಮಾಡಿದೆ. ಪ್ರತಿ ಷೇರಿಗೆ 6.26 ರಷ್ಟು ಕಡಿಮೆ ದರದಲ್ಲಿ ಷೇರುಗಳ ಮಾರಾಟ ನಡೆದಿದೆ. ಪೇಟಿಎಂ ಷೇರುಗಳ ಮೌಲ್ಯ ಇಳಿಕೆಯಾಗಿದ್ದು ಹೂಡಿಕೆದಾರರಲ್ಲಿ ಆತಂಕ ಮೂಡಿಸಿದೆ. ಅಲಿಬಾಬಾ ಮತ್ತು ಅದರ ಅಂಗಸಂಸ್ಥೆ ಆಂಟ್ ಗ್ರೂಪ್ 2015ರಲ್ಲಿ ಪೇಟಿಎಂನಲ್ಲಿ ಬಂಡವಾಳ ಹೂಡಿಕೆ ಮಾಡಿದ್ದವು. ಚೀನಾ ಮೂಲದ ಕಂಪನಿಗಳ ಬಗ್ಗೆ ಕೇಂದ್ರ ಸರ್ಕಾರ ಕಟ್ಟುನಿಟ್ಟಿನ ಕ್ರಮ ಕೈಗೊಂಡಿರುವ ಹಿನ್ನೆಲೆಯಲ್ಲಿ ಈ ನಿರ್ಧಾರ ಕೈಗೊಳ್ಳಲಾಗಿದೆ.	[1280, 842, 1440, 1190]
page-number: 10	[121, 77, 180, 127]
divider	[492, 771, 1440, 772]
divider	[93, 1993, 471, 1994]
toll-body: ಮತ್ತೆ ಒಳಗೆ ಸೇರಿಕೊಂಡ ಮೇಲೆ ಕನಿಷ್ಠ ಶುಲ್ಕ ನಿಗದಿ ಮಾಡಬೇಕು ಎಂದು ಸಾರ್ವಜನಿಕರು ಆಗ್ರಹಿಸಿದ್ದಾರೆ. ಕಾರು, ಜೀಪು ಮತ್ತು ವ್ಯಾನ್‌ಗಳಿಗೆ ಏಕಮುಖ ಸಂಚಾರಕ್ಕೆ 135 ರೂ. ಹಾಗೂ ಅದೇ ದಿನ ಹಿಂದಿರುಗಿದರೆ 205 ರೂ. ನಿಗದಿಪಡಿಸಲಾಗಿದೆ. ಲಘು ವಾಣಿಜ್ಯ ವಾಹನಗಳಿಗೆ 220 ರೂ., ಬಸ್ ಮತ್ತು ಟ್ರಕ್‌ಗಳಿಗೆ 460 ರೂ. ಶುಲ್ಕ ನಿಗದಿಯಾಗಿದೆ. ಸ್ಥಳೀಯರಿಗೆ ರಿಯಾಯಿತಿ ನೀಡಬೇಕು, ಸರ್ವಿಸ್ ರಸ್ತೆ ಕಾಮಗಾರಿ ಪೂರ್ಣಗೊಳಿಸಬೇಕು ಎಂದು ರೈತ ಸಂಘದ ಮುಖಂಡರು ಒತ್ತಾಯಿಸಿದರು. ಸ್ಥಳೀಯ ಶಾಸಕರು ಮತ್ತು ಸಂಸದರು ಈ ಬಗ್ಗೆ ಕ್ರಮ ಕೈಗೊಳ್ಳಬೇಕು ಎಂದು ಮನವಿ ಮಾಡಿದ್ದಾರೆ.	[1100, 2103, 1440, 2241]
leopard-cage-photo-1	[692, 253, 1071, 479]
sc-probe-headline: ಸುಪ್ರೀಂ ಕೋರ್ಟ್ ನ್ಯಾಯಮೂರ್ತಿ ಒಳಗೊಂಡ ಸಮಿತಿಯಿಂದ ತನಿಖೆ ಆಗ್ರಹ	[521, 1904, 1411, 1947]
leopards-bullet-2: ಸೆರೆ ಸಿಕ್ಕಿರುವ ಎರಡೂ ಹೆಣ್ಣು ಚಿರತೆ ಕೂರ್ಗಳ್ಳಿ ಪುನರ್ವಸತಿ ಕೇಂದ್ರಕ್ಕೆ ಸ್ಥಳಾಂತರ	[730, 220, 1230, 244]
page-label: ಪುಟ	[96, 89, 114, 114]
